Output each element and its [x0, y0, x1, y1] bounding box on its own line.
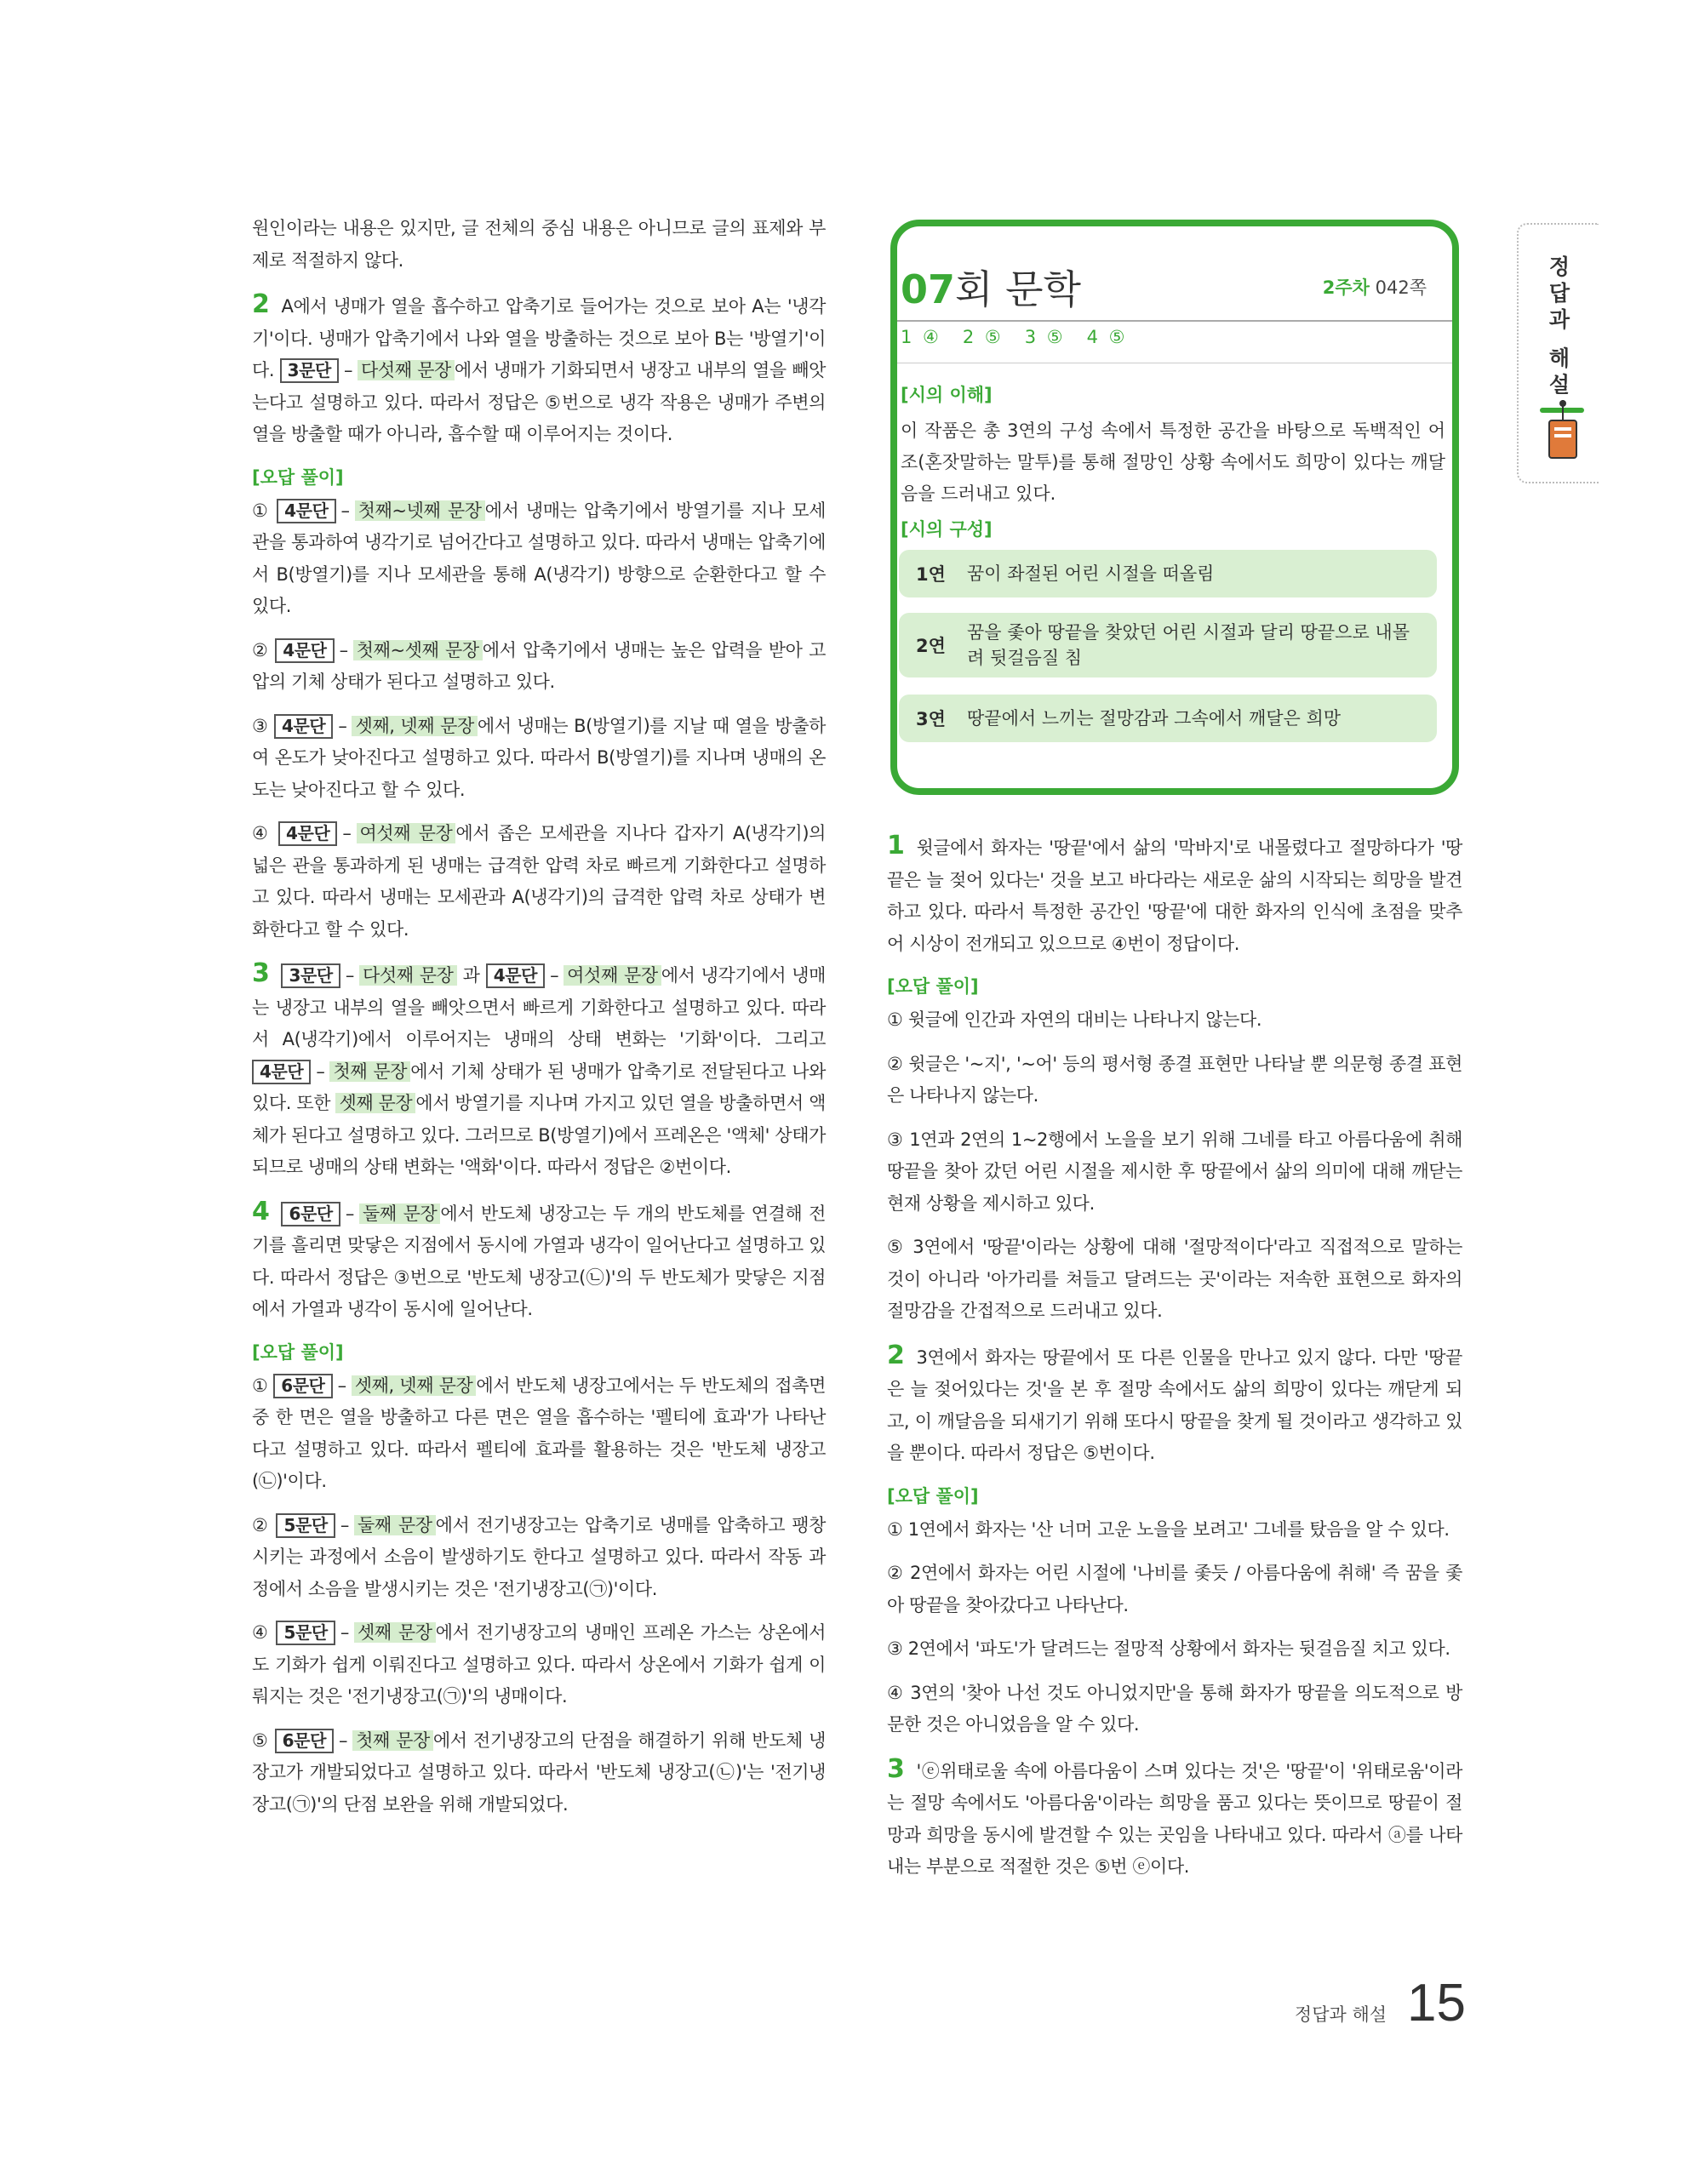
- wrong-answer-3: ③ 1연과 2연의 1~2행에서 노을을 보기 위해 그네를 타고 아름다움에 취해 땅끝을 찾아 갔던 어린 시절을 제시한 후 땅끝에서 삶의 의미에 대해 깨닫는 현재 상황을 제시하고 있다.: [887, 1129, 1462, 1214]
- answer-key: 1 ④ 2 ⑤ 3 ⑤ 4 ⑤: [901, 327, 1125, 347]
- side-tab: [1517, 223, 1599, 483]
- sentence-highlight: 셋째, 넷째 문장: [352, 716, 477, 736]
- section-title: 07회 문학: [901, 266, 1081, 312]
- paragraph-tag: 4문단: [278, 821, 337, 846]
- question-4-explanation: 4 6문단 – 둘째 문장 에서 반도체 냉장고는 두 개의 반도체를 연결해 전기를 흘리면 맞닿은 지점에서 동시에 가열과 냉각이 일어난다고 설명하고 있다. 따라서 정답은 ③번으로 '반도체 냉장고(㉡)'의 두 반도체가 맞닿은 지점에서 가열과 냉각이 동시에 일어난다.: [252, 1196, 826, 1319]
- divider: [897, 320, 1452, 322]
- stanza-3: 3연 땅끝에서 느끼는 절망감과 그속에서 깨달은 희망: [899, 695, 1437, 742]
- poem-understanding-text: 이 작품은 총 3연의 구성 속에서 특정한 공간을 바탕으로 독백적인 어조(혼잣말하는 말투)를 통해 절망인 상황 속에서도 희망이 있다는 깨달음을 드러내고 있다.: [901, 420, 1445, 504]
- wrong-answer-4: ④ 4문단 – 여섯째 문장 에서 좁은 모세관을 지나다 갑자기 A(냉각기)의 넓은 관을 통과하게 된 냉매는 급격한 압력 차로 빠르게 기화한다고 설명하고 있다. 따라서 냉매는 모세관과 A(냉각기)의 급격한 압력 차로 상태가 변화한다고 할 수 있다.: [252, 823, 826, 940]
- paragraph-tag: 4문단: [275, 638, 334, 663]
- footer-label: 정답과 해설: [1294, 2004, 1387, 2025]
- question-3-explanation: 3 'ⓔ위태로울 속에 아름다움이 스며 있다는 것'은 '땅끝'이 '위태로움'이라는 절망 속에서도 '아름다움'이라는 희망을 품고 있다는 뜻이므로 땅끝이 절망과 희망을 동시에 발견할 수 있는 곳임을 나타내고 있다. 따라서 ⓐ를 나타내는 부분으로 적절한 것은 ⑤번 ⓔ이다.: [887, 1753, 1462, 1877]
- wrong-answer-3: ③ 2연에서 '파도'가 달려드는 절망적 상황에서 화자는 뒷걸음질 치고 있다.: [887, 1638, 1450, 1659]
- paragraph-tag: 4문단: [486, 963, 545, 988]
- wrong-answer-5: ⑤ 3연에서 '땅끝'이라는 상황에 대해 '절망적이다'라고 직접적으로 말하는 것이 아니라 '아가리를 쳐들고 달려드는 곳'이라는 저속한 표현으로 화자의 절망감을 간접적으로 드러내고 있다.: [887, 1237, 1462, 1321]
- poem-structure-heading: [시의 구성]: [901, 519, 993, 540]
- question-number: 2: [252, 289, 270, 319]
- wrong-answer-4: ④ 5문단 – 셋째 문장 에서 전기냉장고의 냉매인 프레온 가스는 상온에서도 기화가 쉽게 이뤄진다고 설명하고 있다. 따라서 상온에서 기화가 쉽게 이뤄지는 것은 '전기냉장고(㉠)'의 냉매이다.: [252, 1622, 826, 1707]
- stanza-1: 1연 꿈이 좌절된 어린 시절을 떠올림: [899, 550, 1437, 597]
- week-page-ref: 2주차 042쪽: [1322, 277, 1427, 298]
- page-footer: [1295, 1973, 1466, 2033]
- question-2-explanation: 2 A에서 냉매가 열을 흡수하고 압축기로 들어가는 것으로 보아 A는 '냉각기'이다. 냉매가 압축기에서 나와 열을 방출하는 것으로 보아 B는 '방열기'이다. 3문단 – 다섯째 문장 에서 냉매가 기화되면서 냉장고 내부의 열을 빼앗는다고 설명하고 있다. 따라서 정답은 ⑤번으로 냉각 작용은 냉매가 주변의 열을 방출할 때가 아니라, 흡수할 때 이루어지는 것이다.: [252, 289, 826, 444]
- wrong-answer-2: ② 윗글은 '~지', '~어' 등의 평서형 종결 표현만 나타날 뿐 의문형 종결 표현은 나타나지 않는다.: [887, 1053, 1462, 1106]
- paragraph-tag: 4문단: [277, 499, 335, 523]
- paragraph-tag: 6문단: [275, 1729, 334, 1753]
- right-column: [887, 830, 1462, 1895]
- wrong-answer-3: ③ 4문단 – 셋째, 넷째 문장 에서 냉매는 B(방열기)를 지날 때 열을 방출하여 온도가 낮아진다고 설명하고 있다. 따라서 B(방열기)를 지나며 냉매의 온도는 낮아진다고 할 수 있다.: [252, 715, 826, 800]
- paragraph-tag: 6문단: [273, 1374, 332, 1398]
- wrong-answer-2: ② 5문단 – 둘째 문장 에서 전기냉장고는 압축기로 냉매를 압축하고 팽창시키는 과정에서 소음이 발생하기도 한다고 설명하고 있다. 따라서 작동 과정에서 소음을 발생시키는 것은 '전기냉장고(㉠)'이다.: [252, 1514, 826, 1599]
- page-number: 15: [1407, 1974, 1466, 2032]
- question-number: 4: [252, 1196, 270, 1226]
- intro-paragraph: 원인이라는 내용은 있지만, 글 전체의 중심 내용은 아니므로 글의 표제와 부제로 적절하지 않다.: [252, 218, 826, 271]
- paragraph-tag: 3문단: [280, 358, 339, 383]
- wrong-answer-1: ① 4문단 – 첫째~넷째 문장 에서 냉매는 압축기에서 방열기를 지나 모세관을 통과하여 냉각기로 넘어간다고 설명하고 있다. 따라서 냉매는 압축기에서 B(방열기)를 지나 모세관을 통해 A(냉각기) 방향으로 순환한다고 할 수 있다.: [252, 500, 826, 616]
- wrong-answer-heading: [오답 풀이]: [887, 1485, 979, 1507]
- answer-box: [890, 220, 1459, 795]
- wrong-answer-heading: [오답 풀이]: [252, 1341, 344, 1363]
- question-3-explanation: 3 3문단 – 다섯째 문장 과 4문단 – 여섯째 문장 에서 냉각기에서 냉매는 냉장고 내부의 열을 빼앗으면서 빠르게 기화한다고 설명하고 있다. 따라서 A(냉각기)에서 이루어지는 냉매의 상태 변화는 '기화'이다. 그리고 4문단 – 첫째 문장 에서 기체 상태가 된 냉매가 압축기로 전달된다고 나와 있다. 또한 셋째 문장 에서 방열기를 지나며 가지고 있던 열을 방출하면서 액체가 된다고 설명하고 있다. 그러므로 B(방열기)에서 프레온은 '액체' 상태가 되므로 냉매의 상태 변화는 '액화'이다. 따라서 정답은 ②번이다.: [252, 958, 826, 1177]
- question-1-explanation: 1 윗글에서 화자는 '땅끝'에서 삶의 '막바지'로 내몰렸다고 절망하다가 '땅끝은 늘 젖어 있다는' 것을 보고 바다라는 새로운 삶의 시작되는 희망을 발견하고 있다. 따라서 특정한 공간인 '땅끝'에 대한 화자의 인식에 초점을 맞추어 시상이 전개되고 있으므로 ④번이 정답이다.: [887, 831, 1462, 954]
- wrong-answer-4: ④ 3연의 '찾아 나선 것도 아니었지만'을 통해 화자가 땅끝을 의도적으로 방문한 것은 아니었음을 알 수 있다.: [887, 1682, 1462, 1735]
- poem-understanding-heading: [시의 이해]: [901, 385, 993, 405]
- question-2-explanation: 2 3연에서 화자는 땅끝에서 또 다른 인물을 만나고 있지 않다. 다만 '땅끝은 늘 젖어있다는 것'을 본 후 절망 속에서도 삶의 희망이 있다는 깨닫게 되고, 이 깨달음을 되새기기 위해 또다시 땅끝을 찾게 될 것이라고 생각하고 있을 뿐이다. 따라서 정답은 ⑤번이다.: [887, 1340, 1462, 1463]
- paragraph-tag: 3문단: [281, 963, 340, 988]
- stanza-2: 2연 꿈을 좇아 땅끝을 찾았던 어린 시절과 달리 땅끝으로 내몰려 뒷걸음질 침: [899, 613, 1437, 677]
- sentence-highlight: 첫째~넷째 문장: [355, 500, 485, 521]
- wrong-answer-1: ① 6문단 – 셋째, 넷째 문장 에서 반도체 냉장고에서는 두 반도체의 접촉면 중 한 면은 열을 방출하고 다른 면은 열을 흡수하는 '펠티에 효과'가 나타난다고 설명하고 있다. 따라서 펠티에 효과를 활용하는 것은 '반도체 냉장고(㉡)'이다.: [252, 1375, 826, 1491]
- paragraph-tag: 4문단: [252, 1060, 311, 1084]
- paragraph-tag: 5문단: [276, 1513, 335, 1538]
- left-column: [252, 213, 826, 1832]
- paragraph-tag: 5문단: [276, 1621, 335, 1645]
- question-number: 3: [252, 958, 270, 988]
- paragraph-tag: 6문단: [281, 1202, 340, 1226]
- wrong-answer-2: ② 2연에서 화자는 어린 시절에 '나비를 좇듯 / 아름다움에 취해' 즉 꿈을 좇아 땅끝을 찾아갔다고 나타난다.: [887, 1563, 1462, 1615]
- book-pen-icon: [1537, 395, 1588, 463]
- paragraph-tag: 4문단: [274, 714, 333, 739]
- sentence-highlight: 첫째~셋째 문장: [353, 640, 483, 660]
- wrong-answer-1: ① 윗글에 인간과 자연의 대비는 나타나지 않는다.: [887, 1009, 1262, 1030]
- wrong-answer-5: ⑤ 6문단 – 첫째 문장 에서 전기냉장고의 단점을 해결하기 위해 반도체 냉장고가 개발되었다고 설명하고 있다. 따라서 '반도체 냉장고(㉡)'는 '전기냉장고(㉠)'의 단점 보완을 위해 개발되었다.: [252, 1729, 826, 1815]
- sentence-highlight: 여섯째 문장: [357, 823, 456, 843]
- side-tab-label: 정답과 해설: [1546, 255, 1570, 400]
- wrong-answer-heading: [오답 풀이]: [252, 466, 344, 488]
- wrong-answer-1: ① 1연에서 화자는 '산 너머 고운 노을을 보려고' 그네를 탔음을 알 수 있다.: [887, 1518, 1450, 1540]
- wrong-answer-heading: [오답 풀이]: [887, 976, 979, 997]
- wrong-answer-2: ② 4문단 – 첫째~셋째 문장 에서 압축기에서 냉매는 높은 압력을 받아 고압의 기체 상태가 된다고 설명하고 있다.: [252, 639, 826, 692]
- sentence-highlight: 다섯째 문장: [358, 360, 455, 380]
